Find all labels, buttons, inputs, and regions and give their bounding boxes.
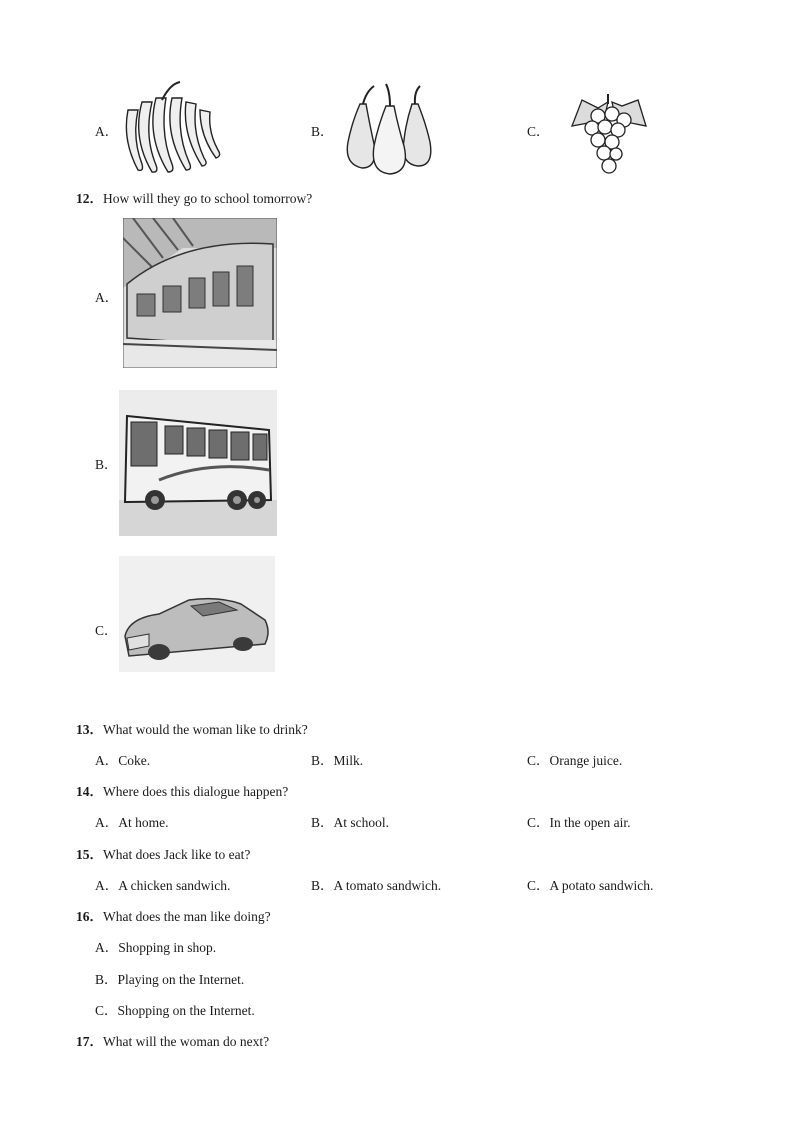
q11-option-b-letter: B． — [311, 124, 334, 139]
question-number: 17． — [76, 1034, 103, 1049]
pears-icon — [340, 82, 436, 176]
q16-option-b: B．Playing on the Internet. — [95, 972, 245, 987]
q14-option-b: B．At school. — [311, 815, 390, 830]
question-13 — [76, 718, 308, 738]
q12-option-a-letter: A． — [95, 290, 119, 305]
question-number: 16． — [76, 909, 103, 924]
bus-icon — [119, 390, 277, 536]
q13-option-c: C．Orange juice. — [527, 753, 623, 768]
question-text: What will the woman do next? — [103, 1034, 270, 1049]
question-number: 13． — [76, 722, 103, 737]
question-text: What would the woman like to drink? — [103, 722, 308, 737]
question-16 — [76, 905, 271, 925]
question-text: What does the man like doing? — [103, 909, 271, 924]
question-17 — [76, 1030, 269, 1050]
bananas-icon — [118, 80, 226, 176]
question-number: 14． — [76, 784, 103, 799]
question-12 — [76, 187, 312, 207]
car-icon — [119, 556, 275, 672]
question-text: What does Jack like to eat? — [103, 847, 251, 862]
q11-option-c-letter: C． — [527, 124, 550, 139]
q15-option-b: B．A tomato sandwich. — [311, 878, 442, 893]
q14-option-a: A．At home. — [95, 815, 169, 830]
q12-option-b-letter: B． — [95, 457, 118, 472]
q11-option-a-letter: A． — [95, 124, 119, 139]
question-text: Where does this dialogue happen? — [103, 784, 289, 799]
question-number: 15． — [76, 847, 103, 862]
q16-option-c: C．Shopping on the Internet. — [95, 1003, 255, 1018]
q15-option-c: C．A potato sandwich. — [527, 878, 654, 893]
q16-option-a: A．Shopping in shop. — [95, 940, 217, 955]
question-number: 12． — [76, 191, 103, 206]
question-15 — [76, 843, 250, 863]
q12-option-c-letter: C． — [95, 623, 118, 638]
train-icon — [123, 218, 277, 368]
q15-option-a: A．A chicken sandwich. — [95, 878, 231, 893]
q13-option-b: B．Milk. — [311, 753, 364, 768]
q14-option-c: C．In the open air. — [527, 815, 631, 830]
grapes-icon — [568, 90, 650, 178]
question-14 — [76, 780, 288, 800]
q13-option-a: A．Coke. — [95, 753, 151, 768]
question-text: How will they go to school tomorrow? — [103, 191, 313, 206]
